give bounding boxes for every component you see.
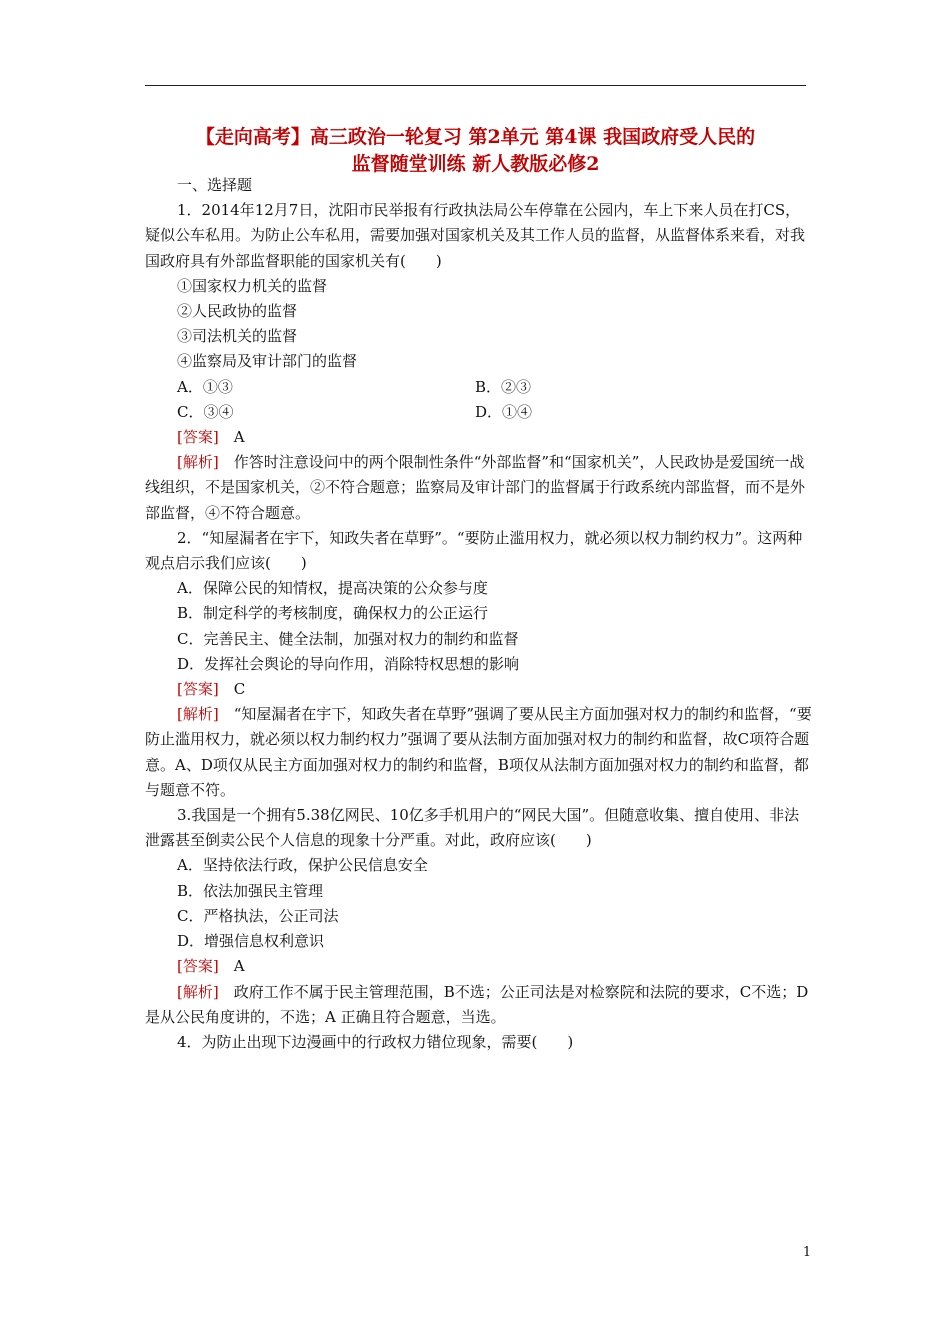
q1-item-1: ①国家权力机关的监督 [177,276,328,295]
q1-analysis [145,450,813,526]
q2-option-d: D．发挥社会舆论的导向作用，消除特权思想的影响 [177,654,520,673]
q2-option-a: A．保障公民的知情权，提高决策的公众参与度 [177,579,488,598]
q2-answer [145,677,813,702]
q1-option-c: C．③④ [177,402,234,421]
section-heading: 一、选择题 [177,176,253,194]
q1-options-row-2 [145,400,813,425]
q3-option-a: A．坚持依法行政，保护公民信息安全 [177,856,428,875]
answer-value: C [218,680,246,699]
q1-options-row-1 [145,375,813,400]
q1-item-4: ④监察局及审计部门的监督 [177,352,358,371]
question-1-stem: 1．2014年12月7日，沈阳市民举报有行政执法局公车停靠在公园内，车上下来人员在打CS，疑似公车私用。为防止公车私用，需要加强对国家机关及其工作人员的监督，从监督体系来看，对我国政府具有外部监督职能的国家机关有( ) [145,201,806,270]
analysis-text: 作答时注意设问中的两个限制性条件“外部监督”和“国家机关”，人民政协是爱国统一战线组织，不是国家机关，②不符合题意；监察局及审计部门的监督属于行政系统内部监督，而不是外部监督，④不符合题意。 [145,453,806,522]
q1-item-2: ②人民政协的监督 [177,302,298,321]
q1-answer [145,425,813,450]
answer-value: A [218,428,245,447]
title-line-2: 监督随堂训练 新人教版必修2 [351,153,600,175]
q1-item-3: ③司法机关的监督 [177,327,298,346]
question-2-stem: 2．“知屋漏者在宇下，知政失者在草野”。“要防止滥用权力，就必须以权力制约权力”。这两种观点启示我们应该( ) [145,528,803,573]
title-line-1: 【走向高考】高三政治一轮复习 第2单元 第4课 我国政府受人民的 [195,126,756,148]
q3-option-d: D．增强信息权利意识 [177,932,325,951]
analysis-tag: [解析] [177,705,219,724]
analysis-text: 政府工作不属于民主管理范围，B不选；公正司法是对检察院和法院的要求，C不选；D是从公民角度讲的，不选；A 正确且符合题意，当选。 [145,982,809,1026]
answer-tag: [答案] [177,428,219,447]
header-rule [145,85,806,86]
answer-tag: [答案] [177,957,219,976]
q2-analysis [145,702,813,803]
analysis-tag: [解析] [177,453,219,472]
page-number: 1 [802,1245,812,1260]
q3-option-c: C．严格执法，公正司法 [177,906,339,925]
q3-answer [145,954,813,979]
q2-option-b: B．制定科学的考核制度，确保权力的公正运行 [177,604,489,623]
answer-tag: [答案] [177,680,219,699]
q2-option-c: C．完善民主、健全法制，加强对权力的制约和监督 [177,629,519,648]
document-body [145,173,813,1055]
document-title [140,124,811,178]
analysis-tag: [解析] [177,982,219,1001]
question-4-stem: 4．为防止出现下边漫画中的行政权力错位现象，需要( ) [177,1032,574,1051]
q1-option-a: A．①③ [177,377,233,396]
q3-option-b: B．依法加强民主管理 [177,881,324,900]
analysis-text: “知屋漏者在宇下，知政失者在草野”强调了要从民主方面加强对权力的制约和监督，“要防止滥用权力，就必须以权力制约权力”强调了要从法制方面加强对权力的制约和监督，故C项符合题意。A、D项仅从民主方面加强对权力的制约和监督，B项仅从法制方面加强对权力的制约和监督，都与题意不符。 [145,705,812,799]
question-3-stem: 3.我国是一个拥有5.38亿网民、10亿多手机用户的“网民大国”。但随意收集、擅自使用、非法泄露甚至倒卖公民个人信息的现象十分严重。对此，政府应该( ) [145,806,800,850]
q1-option-b: B．②③ [475,377,532,396]
answer-value: A [218,957,245,976]
q1-option-d: D．①④ [475,402,533,421]
q3-analysis [145,980,813,1030]
